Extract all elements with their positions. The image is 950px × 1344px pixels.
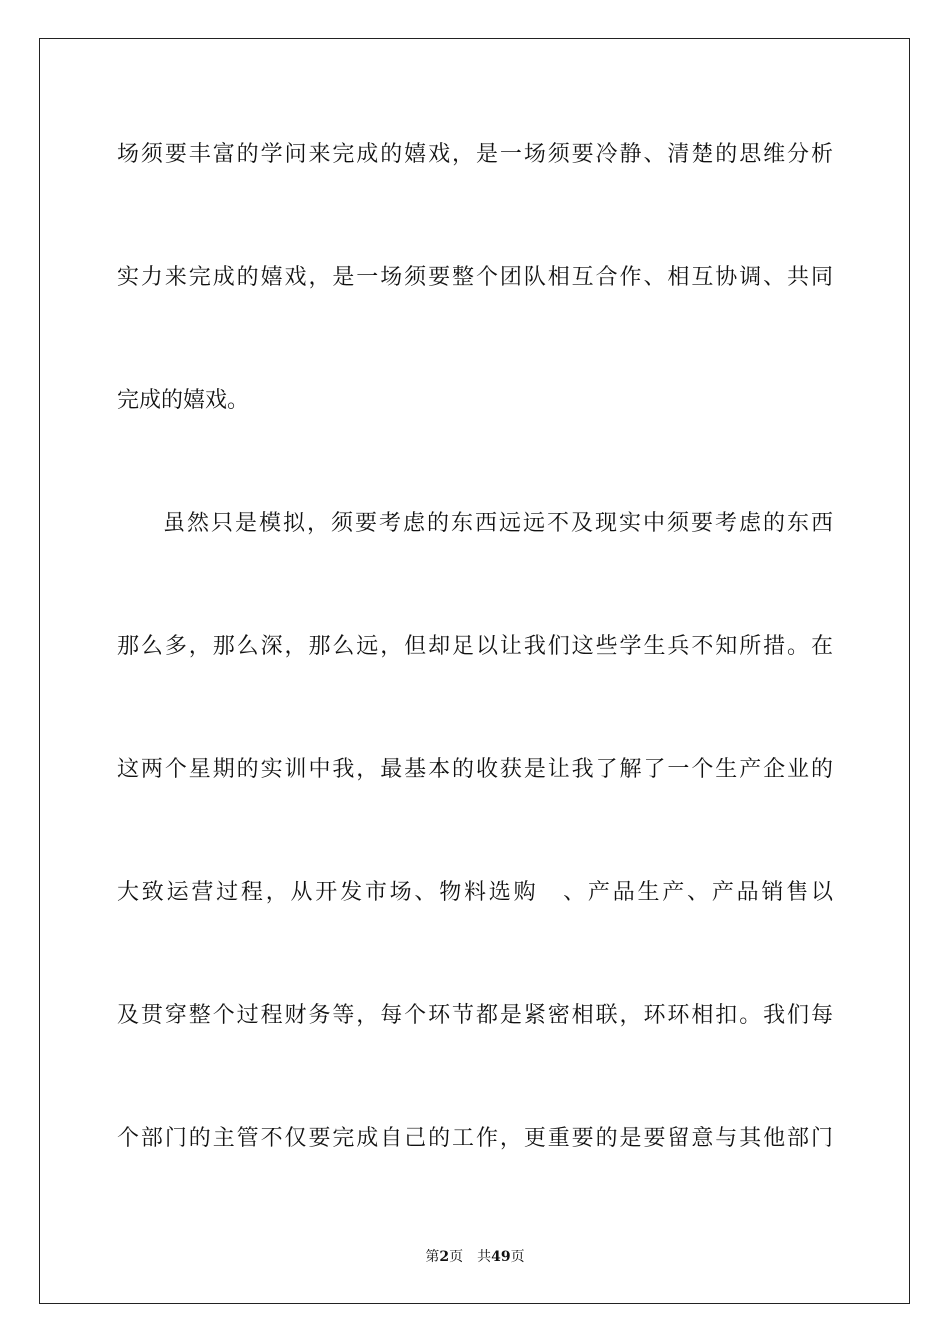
footer-total-pages: 49: [491, 1249, 511, 1265]
footer-page-number: 2: [439, 1249, 450, 1265]
footer-total-suffix: 页: [510, 1249, 525, 1265]
footer-total-prefix: 共: [477, 1249, 492, 1265]
footer-page-prefix: 第: [425, 1249, 440, 1265]
text-line-9: 个部门的主管不仅要完成自己的工作，更重要的是要留意与其他部门: [117, 1126, 833, 1151]
text-line-3: 完成的嬉戏。: [117, 388, 250, 413]
footer-page-suffix: 页: [449, 1249, 464, 1265]
text-line-4: 虽然只是模拟，须要考虑的东西远远不及现实中须要考虑的东西: [163, 511, 833, 536]
page-footer: [0, 1248, 950, 1266]
text-line-2: 实力来完成的嬉戏，是一场须要整个团队相互合作、相互协调、共同: [117, 265, 833, 290]
text-line-8: 及贯穿整个过程财务等，每个环节都是紧密相联，环环相扣。我们每: [117, 1003, 833, 1028]
page-frame: [39, 38, 910, 1304]
text-line-6: 这两个星期的实训中我，最基本的收获是让我了解了一个生产企业的: [117, 757, 833, 782]
text-line-5: 那么多，那么深，那么远，但却足以让我们这些学生兵不知所措。在: [117, 634, 833, 659]
text-line-7: 大致运营过程，从开发市场、物料选购 、产品生产、产品销售以: [117, 880, 833, 905]
text-line-1: 场须要丰富的学问来完成的嬉戏，是一场须要冷静、清楚的思维分析: [117, 142, 833, 167]
